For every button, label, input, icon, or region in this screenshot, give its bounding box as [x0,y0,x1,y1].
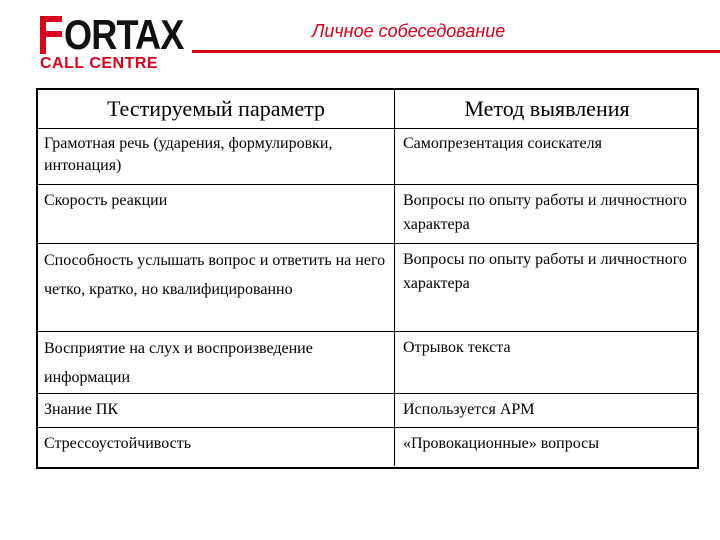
logo-wordmark [40,11,203,58]
table-row-6-parameter: Стрессоустойчивость [38,428,395,466]
logo-f-mark-icon [40,16,62,54]
table-row-6-method: «Провокационные» вопросы [403,435,599,452]
table-row-1-parameter: Грамотная речь (ударения, формулировки, интонация) [38,129,395,185]
table-row-4-method: Отрывок текста [395,332,697,394]
header-parameter: Тестируемый параметр [38,90,395,129]
logo-bottom-word: CALL CENTRE [40,55,159,72]
table-row-2-method: Вопросы по опыту работы и личностного характера [395,185,697,244]
table-grid [38,90,697,466]
company-logo [40,11,188,72]
table-row-2-parameter: Скорость реакции [38,185,395,244]
table-row-5-parameter: Знание ПК [38,394,395,428]
table-row-1-method: Самопрезентация соискателя [395,129,697,185]
table-row-4-parameter: Восприятие на слух и воспроизведение информации [38,332,395,394]
table-row-5-method: Используется АРМ [395,394,697,428]
header-method: Метод выявления [395,90,697,129]
table-row-3-method: Вопросы по опыту работы и личностного характера [395,244,697,332]
slide-title: Личное собеседование [312,21,506,41]
comparison-table [36,88,699,469]
table-row-3-parameter: Способность услышать вопрос и ответить на него четко, кратко, но квалифицированно [38,244,395,332]
logo-top-word: ORTAX [64,11,184,58]
header-divider [192,50,720,53]
